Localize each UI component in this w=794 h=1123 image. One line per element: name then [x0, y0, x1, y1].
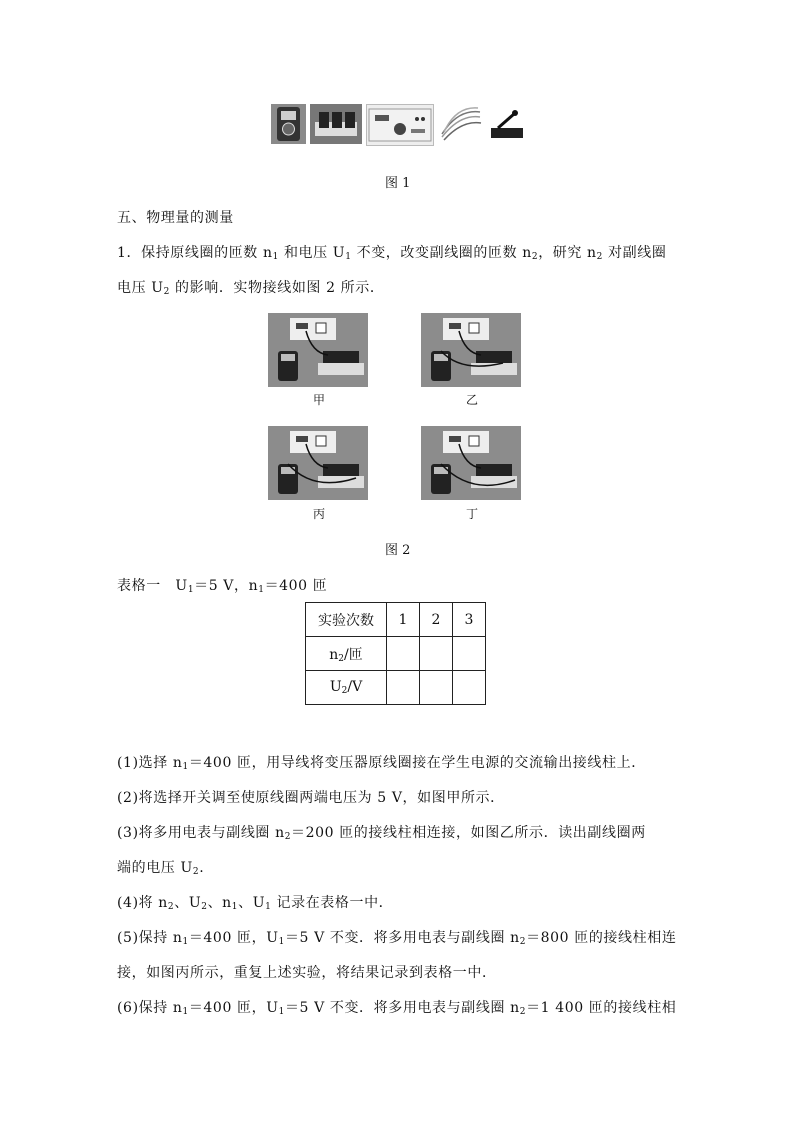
- table-header-cell: 实验次数: [306, 603, 387, 637]
- step-1: (1)选择 $n_1=400$ 匝，用导线将变压器原线圈接在学生电源的交流输出接线柱上．: [117, 755, 646, 772]
- table-row-label-u2: $U_2/V$: [306, 671, 387, 705]
- table-cell: [387, 671, 420, 705]
- fig2-label-bing: 丙: [313, 507, 326, 521]
- step-5-cont: 接，如图丙所示，重复上述实验，将结果记录到表格一中．: [117, 965, 497, 981]
- step-5: (5)保持 $n_1=400$ 匝，$U_1=5$ V 不变．将多用电表与副线圈 $n_2=800$ 匝的接线柱相连: [117, 930, 677, 947]
- table-col-header: 2: [420, 603, 453, 637]
- step-4: (4)将 $n_2$、$U_2$、$n_1$、$U_1$ 记录在表格一中．: [117, 895, 394, 912]
- fig2-photo-ding: [421, 426, 521, 500]
- fig2-label-ding: 丁: [466, 507, 479, 521]
- table-cell: [420, 671, 453, 705]
- section-heading: 五、物理量的测量: [117, 210, 234, 226]
- fig2-photo-bing: [268, 426, 368, 500]
- fig1-wires-photo: [438, 104, 484, 144]
- table-row-label-n2: $n_2/$匝: [306, 637, 387, 671]
- fig1-switch-photo: [488, 104, 526, 144]
- table-cell: [387, 637, 420, 671]
- step-6: (6)保持 $n_1=400$ 匝，$U_1=5$ V 不变．将多用电表与副线圈 $n_2=1$ 400 匝的接线柱相: [117, 1000, 677, 1017]
- fig2-caption: 图 2: [385, 543, 411, 558]
- fig2-photo-jia: [268, 313, 368, 387]
- table-cell: [453, 671, 486, 705]
- step-2: (2)将选择开关调至使原线圈两端电压为 5 V，如图甲所示．: [117, 790, 505, 806]
- table-cell: [453, 637, 486, 671]
- fig2-label-jia: 甲: [313, 393, 326, 407]
- fig1-transformer-photo: [310, 104, 362, 144]
- table-cell: [420, 637, 453, 671]
- para1-line1: 1．保持原线圈的匝数 $n_1$ 和电压 $U_1$ 不变，改变副线圈的匝数 $n_2$，研究 $n_2$ 对副线圈: [117, 245, 667, 262]
- step-3: (3)将多用电表与副线圈 $n_2=200$ 匝的接线柱相连接，如图乙所示．读出副线圈两: [117, 825, 646, 842]
- fig2-photo-yi: [421, 313, 521, 387]
- table-row: [306, 671, 486, 705]
- para1-line2: 电压 $U_2$ 的影响．实物接线如图 2 所示．: [117, 280, 385, 297]
- fig2-label-yi: 乙: [466, 393, 479, 407]
- table-row: [306, 637, 486, 671]
- step-3-cont: 端的电压 $U_2$.: [117, 860, 205, 877]
- fig1-power-supply-photo: [366, 104, 434, 146]
- table-row: [306, 603, 486, 637]
- table-col-header: 3: [453, 603, 486, 637]
- table-col-header: 1: [387, 603, 420, 637]
- fig1-multimeter-photo: [271, 104, 306, 144]
- data-table: [305, 602, 486, 705]
- table1-title: 表格一 $U_1=5$ V，$n_1=400$ 匝: [117, 578, 328, 595]
- fig1-caption: 图 1: [385, 176, 411, 191]
